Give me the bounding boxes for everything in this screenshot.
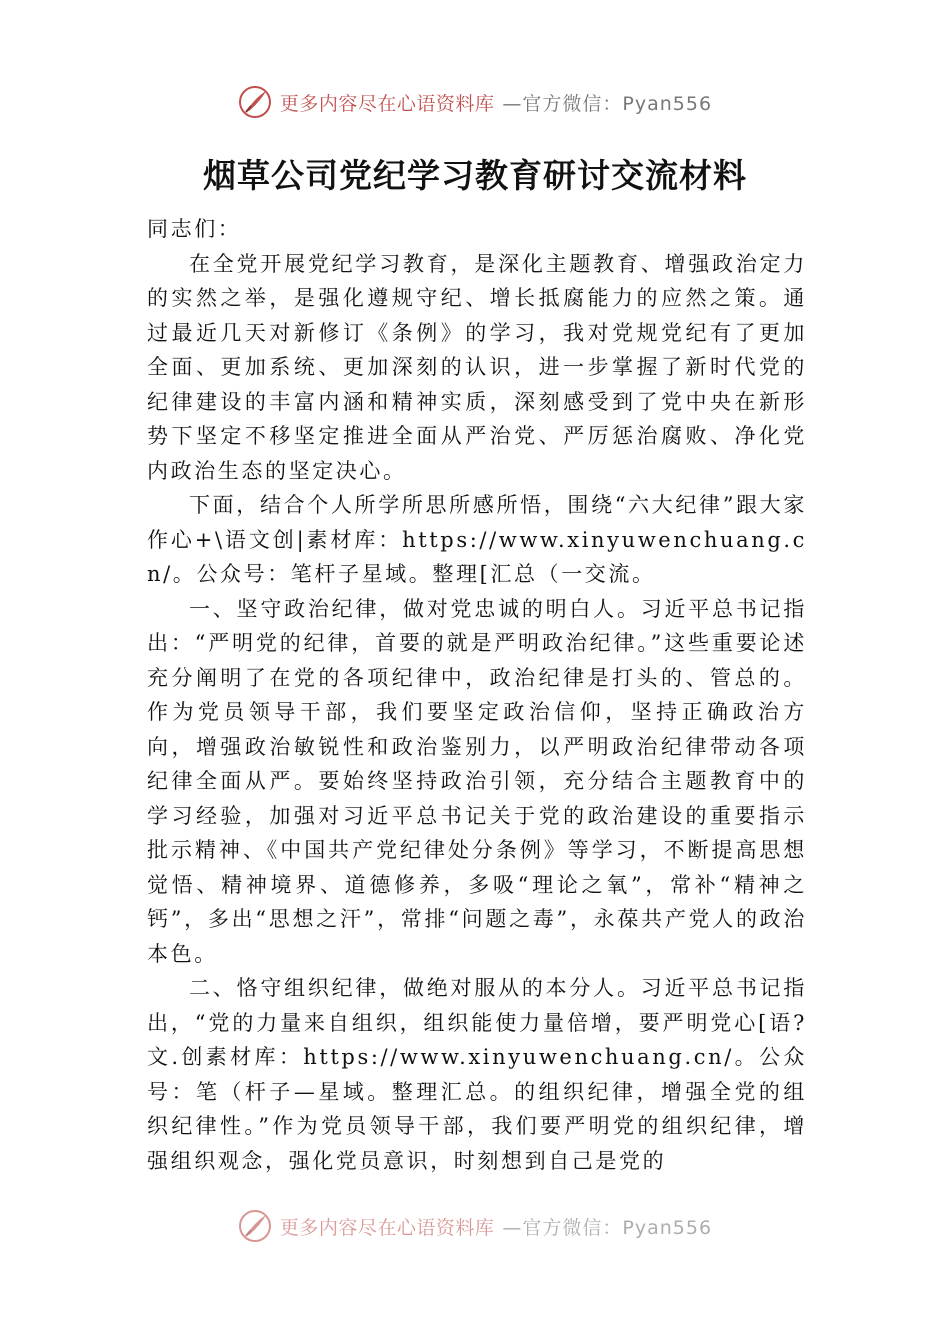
salutation: 同志们：: [147, 217, 242, 241]
watermark-text: 更多内容尽在心语资料库: [279, 92, 495, 115]
watermark-header: [0, 82, 950, 122]
paragraph-intro: 在全党开展党纪学习教育，是深化主题教育、增强政治定力的实然之举，是强化遵规守纪、增长抵腐能力的应然之策。通过最近几天对新修订《条例》的学习，我对党规党纪有了更加全面、更加系统、更加深刻的认识，进一步掌握了新时代党的纪律建设的丰富内涵和精神实质，深刻感受到了党中央在新形势下坚定不移坚定推进全面从严治党、严厉惩治腐败、净化党内政治生态的坚定决心。: [147, 251, 807, 483]
watermark-contact: —官方微信：Pyan556: [502, 92, 713, 115]
quill-logo-icon: [238, 1209, 272, 1243]
document-title: 烟草公司党纪学习教育研讨交流材料: [203, 156, 747, 195]
watermark-contact: —官方微信：Pyan556: [502, 1216, 713, 1239]
paragraph-political-discipline: 一、坚守政治纪律，做对党忠诚的明白人。习近平总书记指出：“严明党的纪律，首要的就是严明政治纪律。”这些重要论述充分阐明了在党的各项纪律中，政治纪律是打头的、管总的。作为党员领导干部，我们要坚定政治信仰，坚持正确政治方向，增强政治敏锐性和政治鉴别力，以严明政治纪律带动各项纪律全面从严。要始终坚持政治引领，充分结合主题教育中的学习经验，加强对习近平总书记关于党的政治建设的重要指示批示精神、《中国共产党纪律处分条例》等学习，不断提高思想觉悟、精神境界、道德修养，多吸“理论之氧”，常补“精神之钙”，多出“思想之汗”，常排“问题之毒”，永葆共产党人的政治本色。: [147, 596, 807, 966]
watermark-footer: [0, 1206, 950, 1246]
paragraph-outline: 下面，结合个人所学所思所感所悟，围绕“六大纪律”跟大家作心+\语文创|素材库：https://www.xinyuwenchuang.cn/。公众号：笔杆子星域。整理[汇总（一交流。: [147, 493, 807, 586]
watermark-text: 更多内容尽在心语资料库: [279, 1216, 495, 1239]
document-body: [147, 212, 807, 1178]
quill-logo-icon: [238, 85, 272, 119]
paragraph-organizational-discipline: 二、恪守组织纪律，做绝对服从的本分人。习近平总书记指出，“党的力量来自组织，组织能使力量倍增，要严明党心[语?文.创素材库：https://www.xinyuwenchuang.cn/。公众号：笔（杆子—星域。整理汇总。的组织纪律，增强全党的组织纪律性。”作为党员领导干部，我们要严明党的组织纪律，增强组织观念，强化党员意识，时刻想到自己是党的: [147, 976, 807, 1173]
